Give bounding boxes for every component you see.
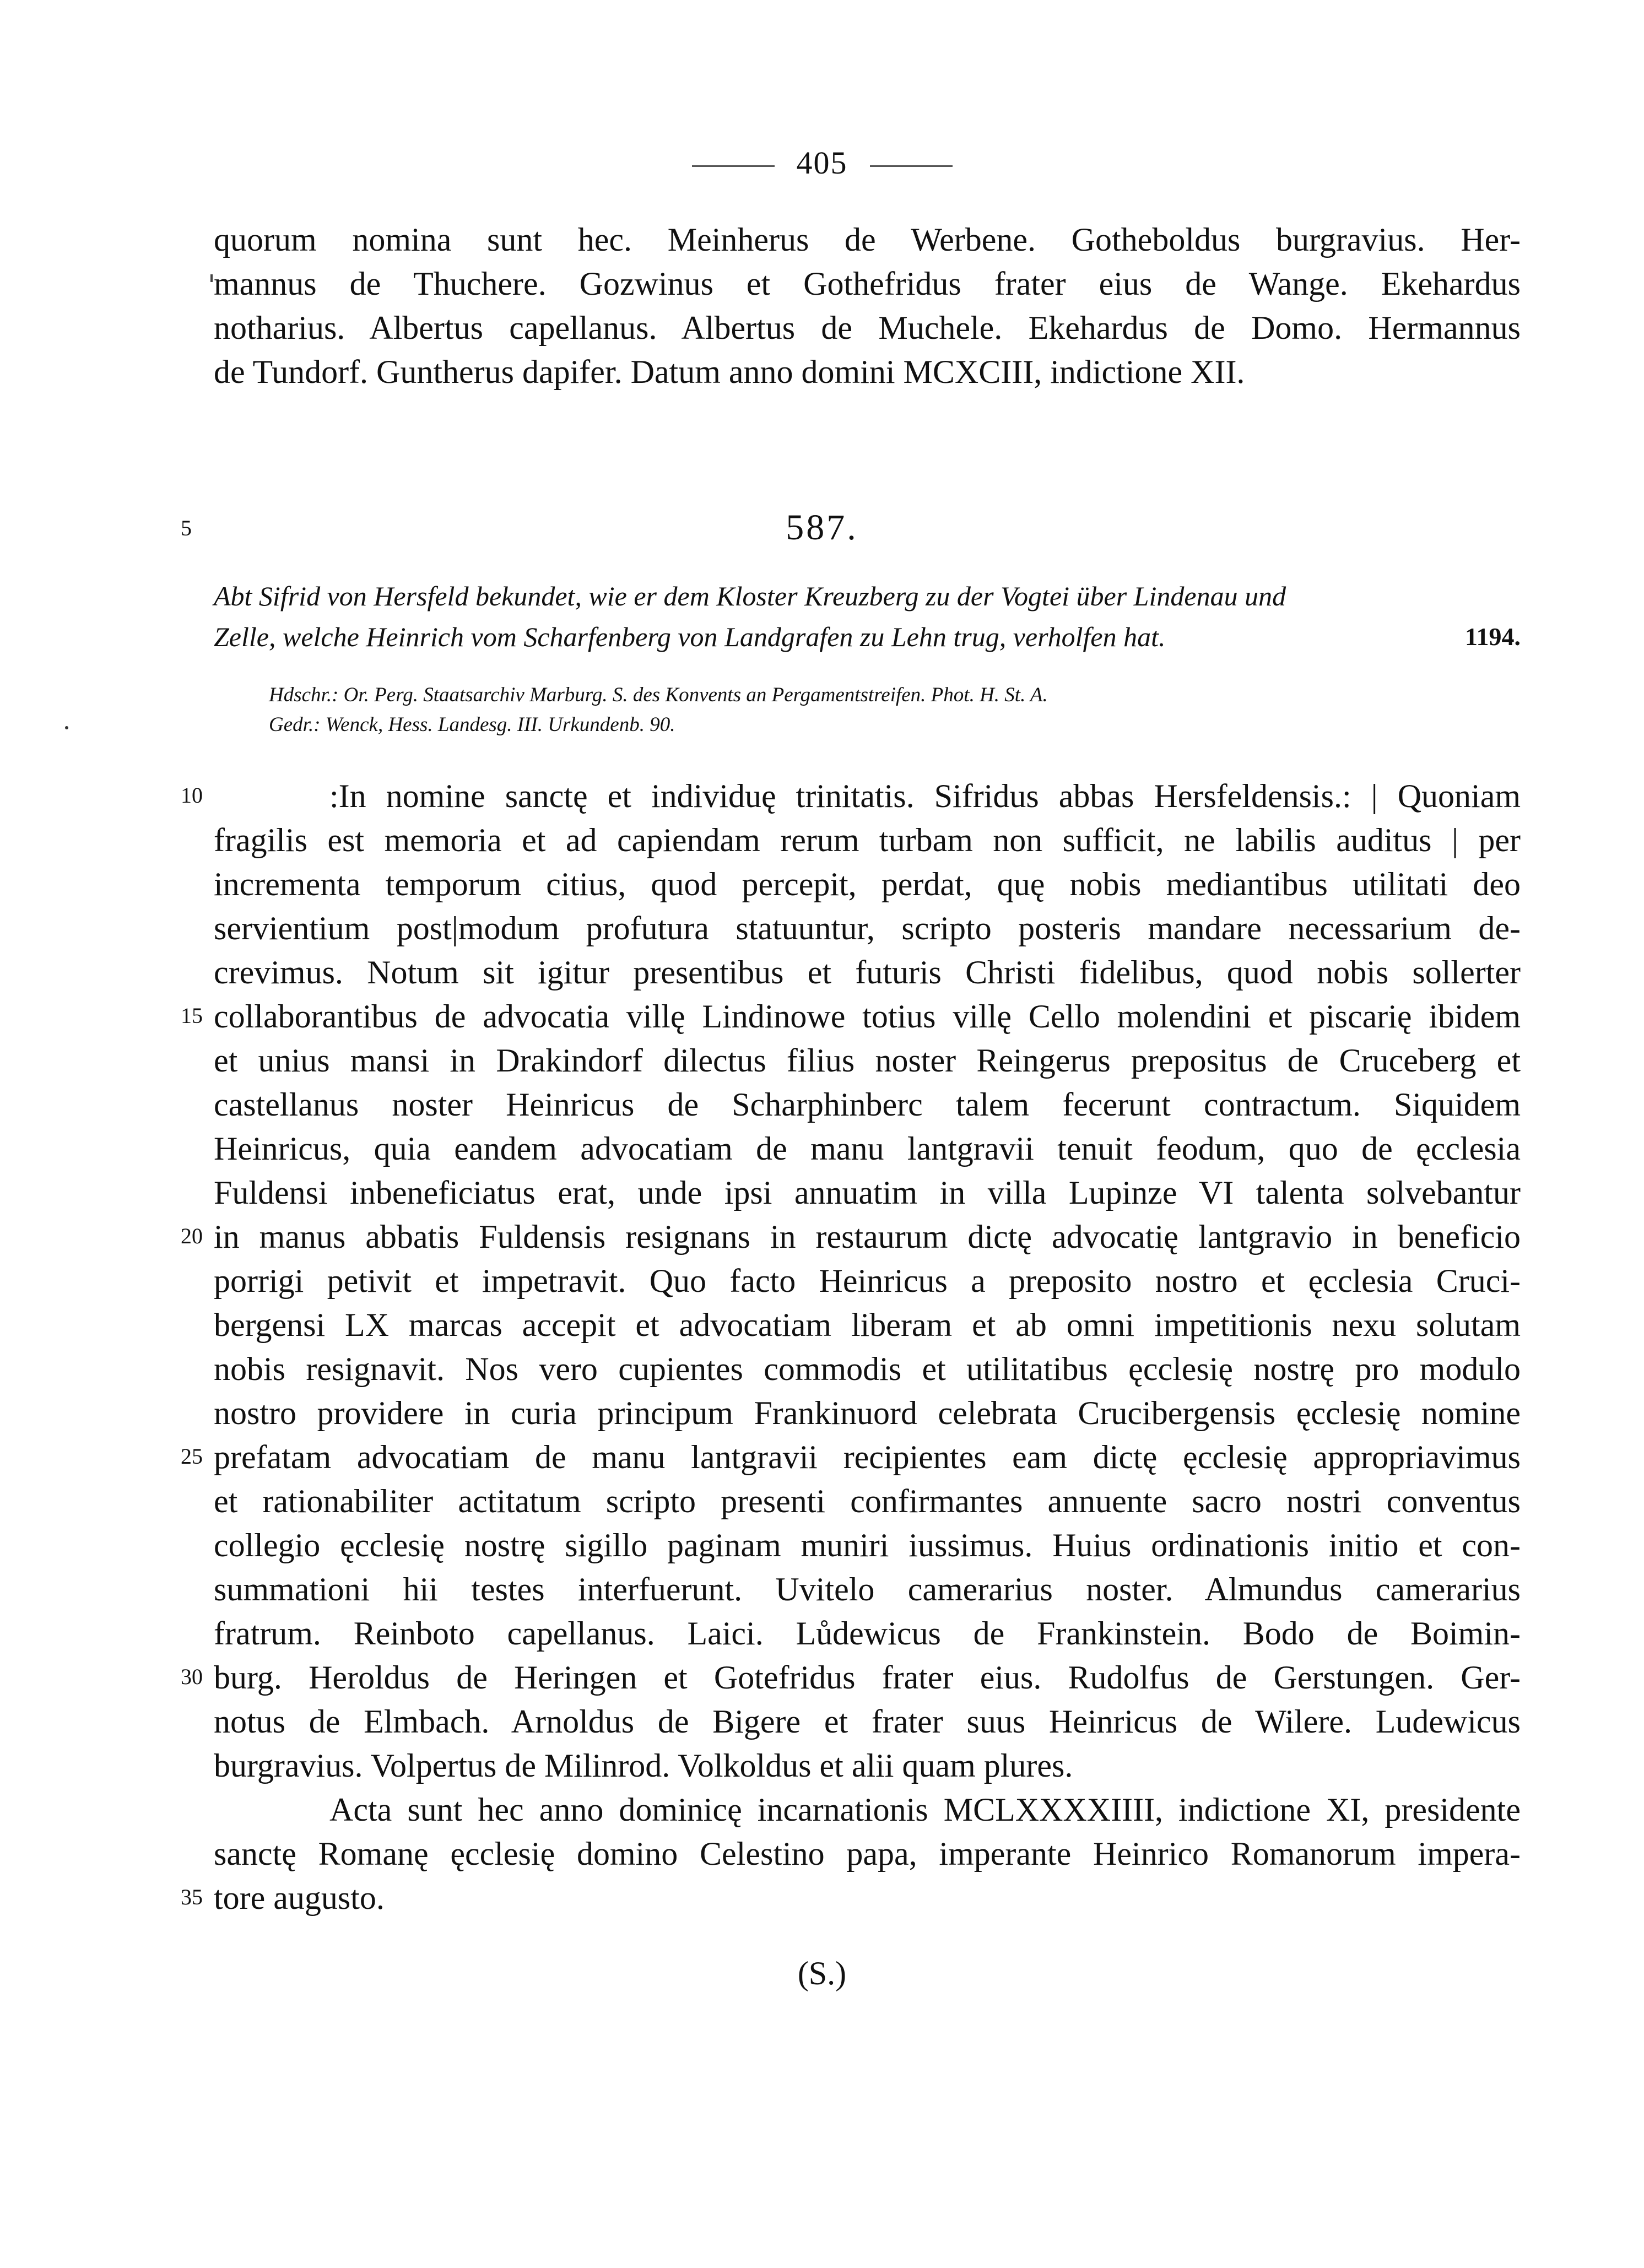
text-line: fratrum. Reinboto capellanus. Laici. Lůdewicus de Frankinstein. Bodo de Boimin- xyxy=(214,1615,1521,1652)
page-header xyxy=(0,144,1644,181)
text-line: fragilis est memoria et ad capiendam rerum turbam non sufficit, ne labilis auditus | per xyxy=(214,822,1521,858)
text-line: Heinricus, quia eandem advocatiam de manu lantgravii tenuit feodum, quo de ęcclesia xyxy=(214,1130,1521,1167)
text-line: crevimus. Notum sit igitur presentibus et futuris Christi fidelibus, quod nobis sollerter xyxy=(214,954,1521,990)
margin-line-number: 30 xyxy=(181,1664,203,1689)
text-line: burg. Heroldus de Heringen et Gotefridus frater eius. Rudolfus de Gerstungen. Ger- xyxy=(214,1659,1521,1696)
text-line: collaborantibus de advocatia villę Lindinowe totius villę Cello molendini et piscarię ibidem xyxy=(214,998,1521,1035)
text-line: notus de Elmbach. Arnoldus de Bigere et frater suus Heinricus de Wilere. Ludewicus xyxy=(214,1703,1521,1740)
text-line: quorum nomina sunt hec. Meinherus de Werbene. Gotheboldus burgravius. Her- xyxy=(214,221,1521,258)
text-line: tore augusto. xyxy=(214,1880,385,1916)
text-line: collegio ęcclesię nostrę sigillo paginam muniri iussimus. Huius ordinationis initio et con- xyxy=(214,1527,1521,1563)
text-line: nostro providere in curia principum Frankinuord celebrata Crucibergensis ęcclesię nomine xyxy=(214,1395,1521,1431)
margin-line-number: 5 xyxy=(181,516,192,540)
text-line: servientium post|modum profutura statuuntur, scripto posteris mandare necessarium de- xyxy=(214,910,1521,946)
margin-mark xyxy=(210,274,213,282)
text-line: et unius mansi in Drakindorf dilectus filius noster Reingerus prepositus de Cruceberg et xyxy=(214,1042,1521,1079)
source-manuscript: Hdschr.: Or. Perg. Staatsarchiv Marburg. S. des Konvents an Pergamentstreifen. Phot. H. St. A. xyxy=(269,684,1048,706)
margin-line-number: 15 xyxy=(181,1003,203,1028)
text-line: sanctę Romanę ęcclesię domino Celestino papa, imperante Heinrico Romanorum impera- xyxy=(214,1836,1521,1872)
header-dash-left xyxy=(692,165,775,167)
margin-line-number: 10 xyxy=(181,783,203,808)
page-number: 405 xyxy=(796,145,848,181)
text-line: mannus de Thuchere. Gozwinus et Gothefridus frater eius de Wange. Ekehardus xyxy=(214,266,1521,302)
source-print: Gedr.: Wenck, Hess. Landesg. III. Urkundenb. 90. xyxy=(269,713,675,736)
text-line: prefatam advocatiam de manu lantgravii recipientes eam dictę ęcclesię appropriavimus xyxy=(214,1439,1521,1475)
text-line: incrementa temporum citius, quod percepit, perdat, quę nobis mediantibus utilitati deo xyxy=(214,866,1521,902)
text-line: castellanus noster Heinricus de Scharphinberc talem fecerunt contractum. Siquidem xyxy=(214,1086,1521,1123)
margin-line-number: 25 xyxy=(181,1444,203,1469)
text-line: bergensi LX marcas accepit et advocatiam liberam et ab omni impetitionis nexu solutam xyxy=(214,1307,1521,1343)
seal-mark: (S.) xyxy=(797,1955,847,1991)
margin-line-number: 20 xyxy=(181,1224,203,1248)
text-line: notharius. Albertus capellanus. Albertus de Muchele. Ekehardus de Domo. Hermannus xyxy=(214,310,1521,346)
text-line: Acta sunt hec anno dominicę incarnationis MCLXXXXIIII, indictione XI, presidente xyxy=(329,1791,1521,1828)
regest-line: Abt Sifrid von Hersfeld bekundet, wie er dem Kloster Kreuzberg zu der Vogtei über Lindenau und xyxy=(214,581,1286,611)
text-line: porrigi petivit et impetravit. Quo facto Heinricus a preposito nostro et ęcclesia Cruci- xyxy=(214,1263,1521,1299)
document-date: 1194. xyxy=(1465,623,1521,651)
regest xyxy=(214,576,1521,657)
text-line: de Tundorf. Guntherus dapifer. Datum anno domini MCXCIII, indictione XII. xyxy=(214,354,1245,390)
regest-line-text: Zelle, welche Heinrich vom Scharfenberg von Landgrafen zu Lehn trug, verholfen hat. xyxy=(214,621,1166,652)
text-line: in manus abbatis Fuldensis resignans in restaurum dictę advocatię lantgravio in beneficio xyxy=(214,1219,1521,1255)
text-line: nobis resignavit. Nos vero cupientes commodis et utilitatibus ęcclesię nostrę pro modulo xyxy=(214,1351,1521,1387)
margin-line-number: 35 xyxy=(181,1885,203,1909)
charter-text xyxy=(214,774,1521,1920)
header-dash-right xyxy=(870,165,953,167)
text-line: et rationabiliter actitatum scripto presenti confirmantes annuente sacro nostri conventus xyxy=(214,1483,1521,1519)
text-line: Fuldensi inbeneficiatus erat, unde ipsi annuatim in villa Lupinze VI talenta solvebantur xyxy=(214,1174,1521,1211)
document-number: 587. xyxy=(786,507,858,548)
text-line: burgravius. Volpertus de Milinrod. Volkoldus et alii quam plures. xyxy=(214,1747,1073,1784)
continued-text xyxy=(214,218,1521,394)
text-line: summationi hii testes interfuerunt. Uvitelo camerarius noster. Almundus camerarius xyxy=(214,1571,1521,1607)
page-speck xyxy=(65,726,68,729)
regest-line xyxy=(214,616,1521,657)
source-notes xyxy=(269,680,1048,740)
text-line: :In nomine sanctę et individuę trinitatis. Sifridus abbas Hersfeldensis.: | Quoniam xyxy=(329,778,1521,814)
